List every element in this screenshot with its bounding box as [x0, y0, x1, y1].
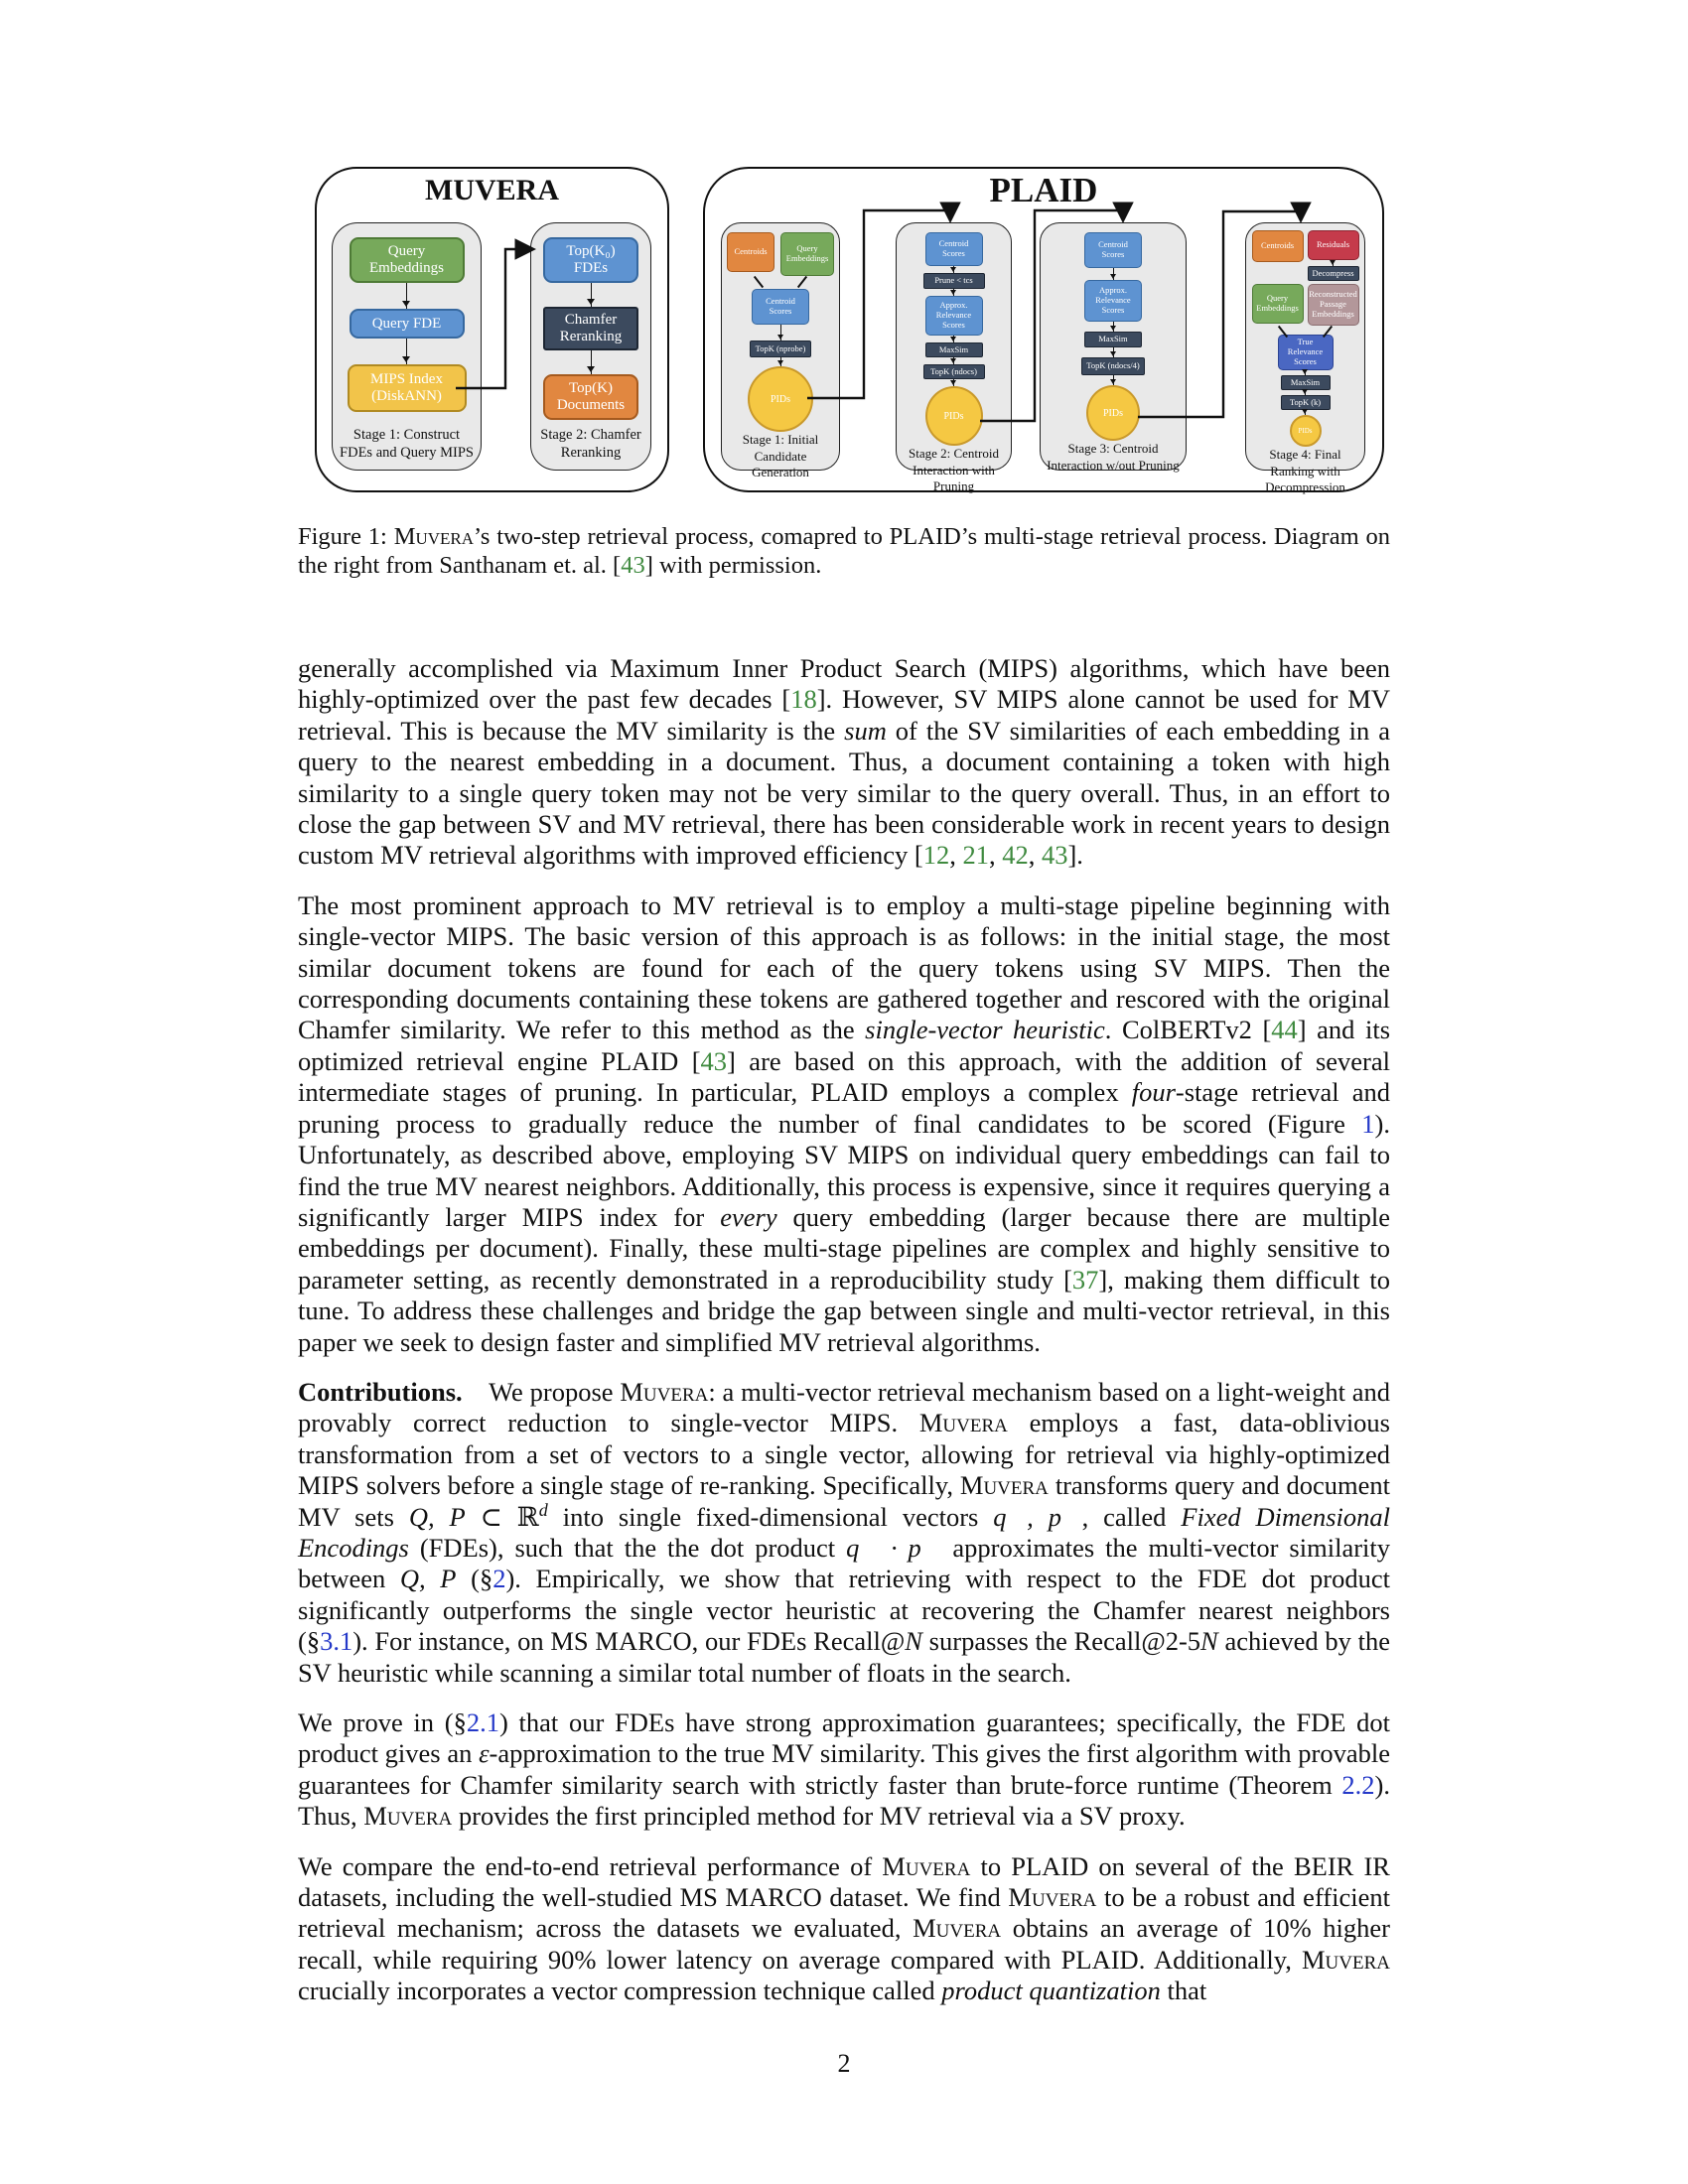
decompress-box: Decompress: [1308, 266, 1359, 281]
pids-circle: PIDs: [1290, 415, 1322, 447]
down-arrow-icon: [591, 350, 592, 374]
text-segment: to be a robust and efficient retrieval mechanism; across the datasets we evaluated,: [298, 1882, 1390, 1944]
text-segment: Muvera: [1301, 1944, 1390, 1975]
section-ref-link[interactable]: 2: [492, 1564, 506, 1594]
text-segment: that: [1160, 1976, 1207, 2006]
text-segment: approximates the multi-vector similarity between: [298, 1532, 1390, 1594]
text-segment: employs a fast, data-oblivious transformation from a set of vectors to a single vector, allowing for retrieval via highly-optimized MIPS solvers before a single stage of re-ranking. Specifically,: [298, 1408, 1390, 1501]
text-segment: ). Empirically, we show that retrieving with respect to the FDE dot product significantly outperforms the single vector heuristic at recovering the Chamfer nearest neighbors (§: [298, 1564, 1391, 1657]
approx-relevance-scores-box: Approx. Relevance Scores: [925, 296, 983, 336]
query-embeddings-box: Query Embeddings: [350, 237, 465, 283]
text-segment: Muvera: [620, 1376, 709, 1407]
paragraph-comparison: [298, 1851, 1390, 2007]
text-segment: (§: [456, 1564, 493, 1594]
text-segment: Muvera: [918, 1408, 1008, 1438]
page-number: 2: [837, 2049, 851, 2078]
citation-link[interactable]: 43: [700, 1045, 728, 1076]
text-segment: ] are based on this approach, with the addition of several intermediate stages of pruning. In particular, PLAID employs a complex: [298, 1045, 1390, 1108]
down-arrow-icon: [953, 357, 954, 364]
text-segment: Figure 1:: [298, 523, 394, 550]
text-segment: Muvera: [913, 1913, 1002, 1944]
figure-caption: [298, 522, 1390, 580]
text-segment: into single fixed-dimensional vectors: [547, 1501, 994, 1532]
text-segment: ). For instance, on MS MARCO, our FDEs Recall@: [352, 1626, 906, 1657]
muvera-diagram: [315, 167, 669, 492]
pids-circle: PIDs: [748, 366, 813, 432]
text-segment: every: [720, 1201, 777, 1232]
paragraph-contributions: [298, 1377, 1390, 1689]
text-segment: N: [1200, 1626, 1218, 1657]
text-segment: product quantization: [941, 1976, 1161, 2006]
text-segment: ].: [1067, 840, 1083, 871]
maxsim-box: MaxSim: [925, 342, 983, 357]
text-segment: of the SV similarities of each embedding in a query to the nearest embedding in a document. Thus, a document containing a token with high similarity to a single query token may not be very similar to the query overall. Thus, in an effort to close the gap between SV and MV retrieval, there has been considerable work in recent years to design custom MV retrieval algorithms with improved efficiency [: [298, 715, 1390, 871]
text-segment: ,: [949, 840, 963, 871]
text-segment: Q, P: [399, 1564, 457, 1594]
plaid-diagram: [703, 167, 1384, 495]
plaid-title: PLAID: [989, 171, 1098, 209]
mips-index-box: MIPS Index (DiskANN): [348, 364, 467, 412]
down-arrow-icon: [953, 379, 954, 386]
text-segment: generally accomplished via Maximum Inner Product Search (MIPS) algorithms, which have been highly-optimized over the past few decades [: [298, 653, 1390, 715]
text-segment: Fixed Dimensional Encodings: [298, 1501, 1390, 1563]
citation-link[interactable]: 12: [922, 840, 950, 871]
topk-ndocs-box: TopK (ndocs): [923, 364, 985, 379]
down-arrow-icon: [1113, 268, 1114, 280]
top-k0-fdes-box: Top(K₀) FDEs: [543, 237, 638, 283]
text-segment: ] and its optimized retrieval engine PLAID [: [298, 1015, 1391, 1076]
plaid-stage-3: [1040, 222, 1187, 471]
plaid-stage-4: [1245, 222, 1365, 495]
text-segment: Muvera: [882, 1850, 971, 1881]
muvera-stage1-caption: Stage 1: Construct FDEs and Query MIPS: [340, 426, 474, 462]
text-segment: Muvera: [959, 1470, 1049, 1501]
text-segment: -stage retrieval and pruning process to gradually reduce the number of final candidates to be scored (Figure: [298, 1077, 1390, 1139]
text-segment: query embedding (larger because there are multiple embeddings per document). Finally, these multi-stage pipelines are complex and highly sensitive to parameter setting, as recently demonstrated in a reproducibility study [: [298, 1201, 1391, 1295]
text-segment: We compare the end-to-end retrieval performance of: [298, 1850, 883, 1881]
text-segment: We propose: [462, 1376, 621, 1407]
text-segment: Contributions.: [298, 1376, 463, 1407]
text-segment: single-vector heuristic: [865, 1015, 1105, 1045]
prune-threshold-box: Prune < tcs: [923, 273, 985, 289]
text-segment: achieved by the SV heuristic while scanning a similar total number of floats in the search.: [298, 1626, 1390, 1688]
text-segment: We prove in (§: [298, 1707, 467, 1737]
down-arrow-icon: [953, 289, 954, 296]
centroid-scores-box: Centroid Scores: [752, 289, 809, 325]
pids-circle: PIDs: [1086, 385, 1140, 441]
approx-relevance-scores-box: Approx. Relevance Scores: [1084, 280, 1142, 322]
citation-link[interactable]: 42: [1002, 840, 1029, 871]
text-segment: N: [905, 1626, 922, 1657]
centroids-box: Centroids: [727, 232, 774, 272]
down-arrow-icon: [1305, 410, 1306, 415]
text-segment: ⊂ ℝ: [465, 1501, 539, 1532]
maxsim-box: MaxSim: [1281, 375, 1331, 390]
converge-arrows-icon: [1264, 326, 1346, 335]
query-embeddings-box: Query Embeddings: [780, 232, 834, 276]
citation-link[interactable]: 44: [1271, 1015, 1298, 1045]
citation-link[interactable]: 18: [790, 684, 817, 715]
top-k-documents-box: Top(K) Documents: [543, 374, 638, 420]
text-segment: . ColBERTv2 [: [1104, 1015, 1272, 1045]
section-ref-link[interactable]: 2.1: [466, 1707, 499, 1737]
text-segment: q⃗, p⃗: [993, 1501, 1082, 1532]
text-segment: ). Unfortunately, as described above, employing SV MIPS on individual query embeddings can fail to find the true MV nearest neighbors. Additionally, this process is expensive, since it requires querying a significantly larger MIPS index for: [298, 1108, 1390, 1232]
true-relevance-scores-box: True Relevance Scores: [1278, 335, 1334, 370]
text-segment: ] with permission.: [644, 552, 822, 579]
down-arrow-icon: [1305, 390, 1306, 395]
text-segment: ε: [479, 1738, 490, 1769]
down-arrow-icon: [406, 339, 407, 364]
plaid-stage-2: [896, 222, 1012, 494]
text-segment: ’s two-step retrieval process, comapred to PLAID’s multi-stage retrieval process. Diagram on the right from Santhanam et. al. [: [298, 523, 1390, 579]
text-segment: : a multi-vector retrieval mechanism based on a light-weight and provably correct reduction to single-vector MIPS.: [298, 1376, 1390, 1438]
citation-link[interactable]: 21: [962, 840, 989, 871]
down-arrow-icon: [1113, 322, 1114, 332]
text-segment: d: [538, 1499, 548, 1520]
paragraph-multistage: [298, 890, 1390, 1358]
text-segment: crucially incorporates a vector compression technique called: [298, 1976, 942, 2006]
query-embeddings-box: Query Embeddings: [1252, 284, 1304, 324]
converge-arrows-icon: [740, 276, 822, 289]
paragraph-mips: [298, 653, 1390, 872]
muvera-stage2-caption: Stage 2: Chamfer Reranking: [540, 426, 641, 462]
text-segment: Muvera: [1008, 1882, 1097, 1913]
muvera-stage-1: [332, 222, 482, 471]
down-arrow-icon: [1113, 347, 1114, 357]
plaid-stage3-caption: Stage 3: Centroid Interaction w/out Pruning: [1047, 441, 1180, 473]
body-text: [298, 653, 1390, 2026]
down-arrow-icon: [780, 357, 781, 366]
plaid-stage1-caption: Stage 1: Initial Candidate Generation: [742, 432, 819, 480]
topk-ndocs4-box: TopK (ndocs/4): [1081, 357, 1145, 375]
down-arrow-icon: [780, 325, 781, 341]
citation-link[interactable]: 43: [1041, 840, 1068, 871]
text-segment: (FDEs), such that the the dot product: [408, 1532, 847, 1563]
plaid-stage4-caption: Stage 4: Final Ranking with Decompression: [1265, 447, 1345, 495]
citation-link[interactable]: 43: [621, 552, 645, 579]
topk-k-box: TopK (k): [1281, 395, 1331, 410]
query-fde-box: Query FDE: [350, 309, 465, 339]
text-segment: q⃗ · p⃗: [846, 1532, 942, 1563]
text-segment: ,: [1028, 840, 1042, 871]
text-segment: ). Thus,: [298, 1769, 1390, 1832]
figure-1: [0, 0, 1688, 521]
text-segment: obtains an average of 10% higher recall, while requiring 90% lower latency on average compared with PLAID. Additionally,: [298, 1913, 1390, 1975]
plaid-stage-1: [721, 222, 840, 480]
text-segment: ], making them difficult to tune. To address these challenges and bridge the gap between single and multi-vector retrieval, in this paper we seek to design faster and simplified MV retrieval algorithms.: [298, 1264, 1391, 1357]
text-segment: transforms query and document MV sets: [298, 1470, 1390, 1532]
text-segment: Q, P: [408, 1501, 466, 1532]
down-arrow-icon: [406, 283, 407, 309]
text-segment: ]. However, SV MIPS alone cannot be used for MV retrieval. This is because the MV similarity is the: [298, 684, 1390, 746]
plaid-stage2-caption: Stage 2: Centroid Interaction with Pruning: [909, 446, 999, 494]
down-arrow-icon: [953, 266, 954, 273]
text-segment: , called: [1081, 1501, 1182, 1532]
text-segment: sum: [844, 715, 887, 746]
text-segment: ,: [988, 840, 1003, 871]
citation-link[interactable]: 37: [1071, 1264, 1099, 1295]
down-arrow-icon: [1333, 262, 1334, 266]
section-ref-link[interactable]: 2.2: [1341, 1769, 1375, 1800]
text-segment: four: [1131, 1077, 1176, 1108]
centroid-scores-box: Centroid Scores: [925, 232, 983, 266]
section-ref-link[interactable]: 3.1: [320, 1626, 353, 1657]
paragraph-guarantees: [298, 1707, 1390, 1833]
chamfer-reranking-box: Chamfer Reranking: [543, 307, 638, 350]
down-arrow-icon: [953, 336, 954, 342]
muvera-stage-2: [530, 222, 651, 471]
down-arrow-icon: [1113, 375, 1114, 385]
reconstructed-passage-embeddings-box: Reconstructed Passage Embeddings: [1308, 284, 1359, 326]
residuals-box: Residuals: [1308, 230, 1359, 260]
down-arrow-icon: [1305, 370, 1306, 375]
text-segment: ) that our FDEs have strong approximation guarantees; specifically, the FDE dot product gives an: [298, 1707, 1390, 1769]
text-segment: The most prominent approach to MV retrieval is to employ a multi-stage pipeline beginning with single-vector MIPS. The basic version of this approach is as follows: in the initial stage, the most similar document tokens are found for each of the query tokens using SV MIPS. Then the corresponding documents containing these tokens are gathered together and rescored with the original Chamfer similarity. We refer to this method as the: [298, 889, 1390, 1045]
text-segment: Muvera: [363, 1801, 453, 1832]
muvera-title: MUVERA: [425, 174, 559, 206]
centroid-scores-box: Centroid Scores: [1084, 232, 1142, 268]
pids-circle: PIDs: [925, 386, 983, 446]
section-ref-link[interactable]: 1: [1361, 1108, 1375, 1139]
centroids-box: Centroids: [1252, 230, 1304, 262]
text-segment: to PLAID on several of the BEIR IR datasets, including the well-studied MS MARCO dataset. We find: [298, 1850, 1390, 1913]
maxsim-box: MaxSim: [1084, 332, 1142, 347]
topk-nprobe-box: TopK (nprobe): [750, 341, 811, 357]
text-segment: Muvera: [393, 523, 475, 550]
text-segment: -approximation to the true MV similarity. This gives the first algorithm with provable guarantees for Chamfer similarity search with strictly faster than brute-force runtime (Theorem: [298, 1738, 1390, 1800]
text-segment: provides the first principled method for MV retrieval via a SV proxy.: [452, 1801, 1186, 1832]
text-segment: surpasses the Recall@2-5: [921, 1626, 1201, 1657]
down-arrow-icon: [591, 283, 592, 307]
